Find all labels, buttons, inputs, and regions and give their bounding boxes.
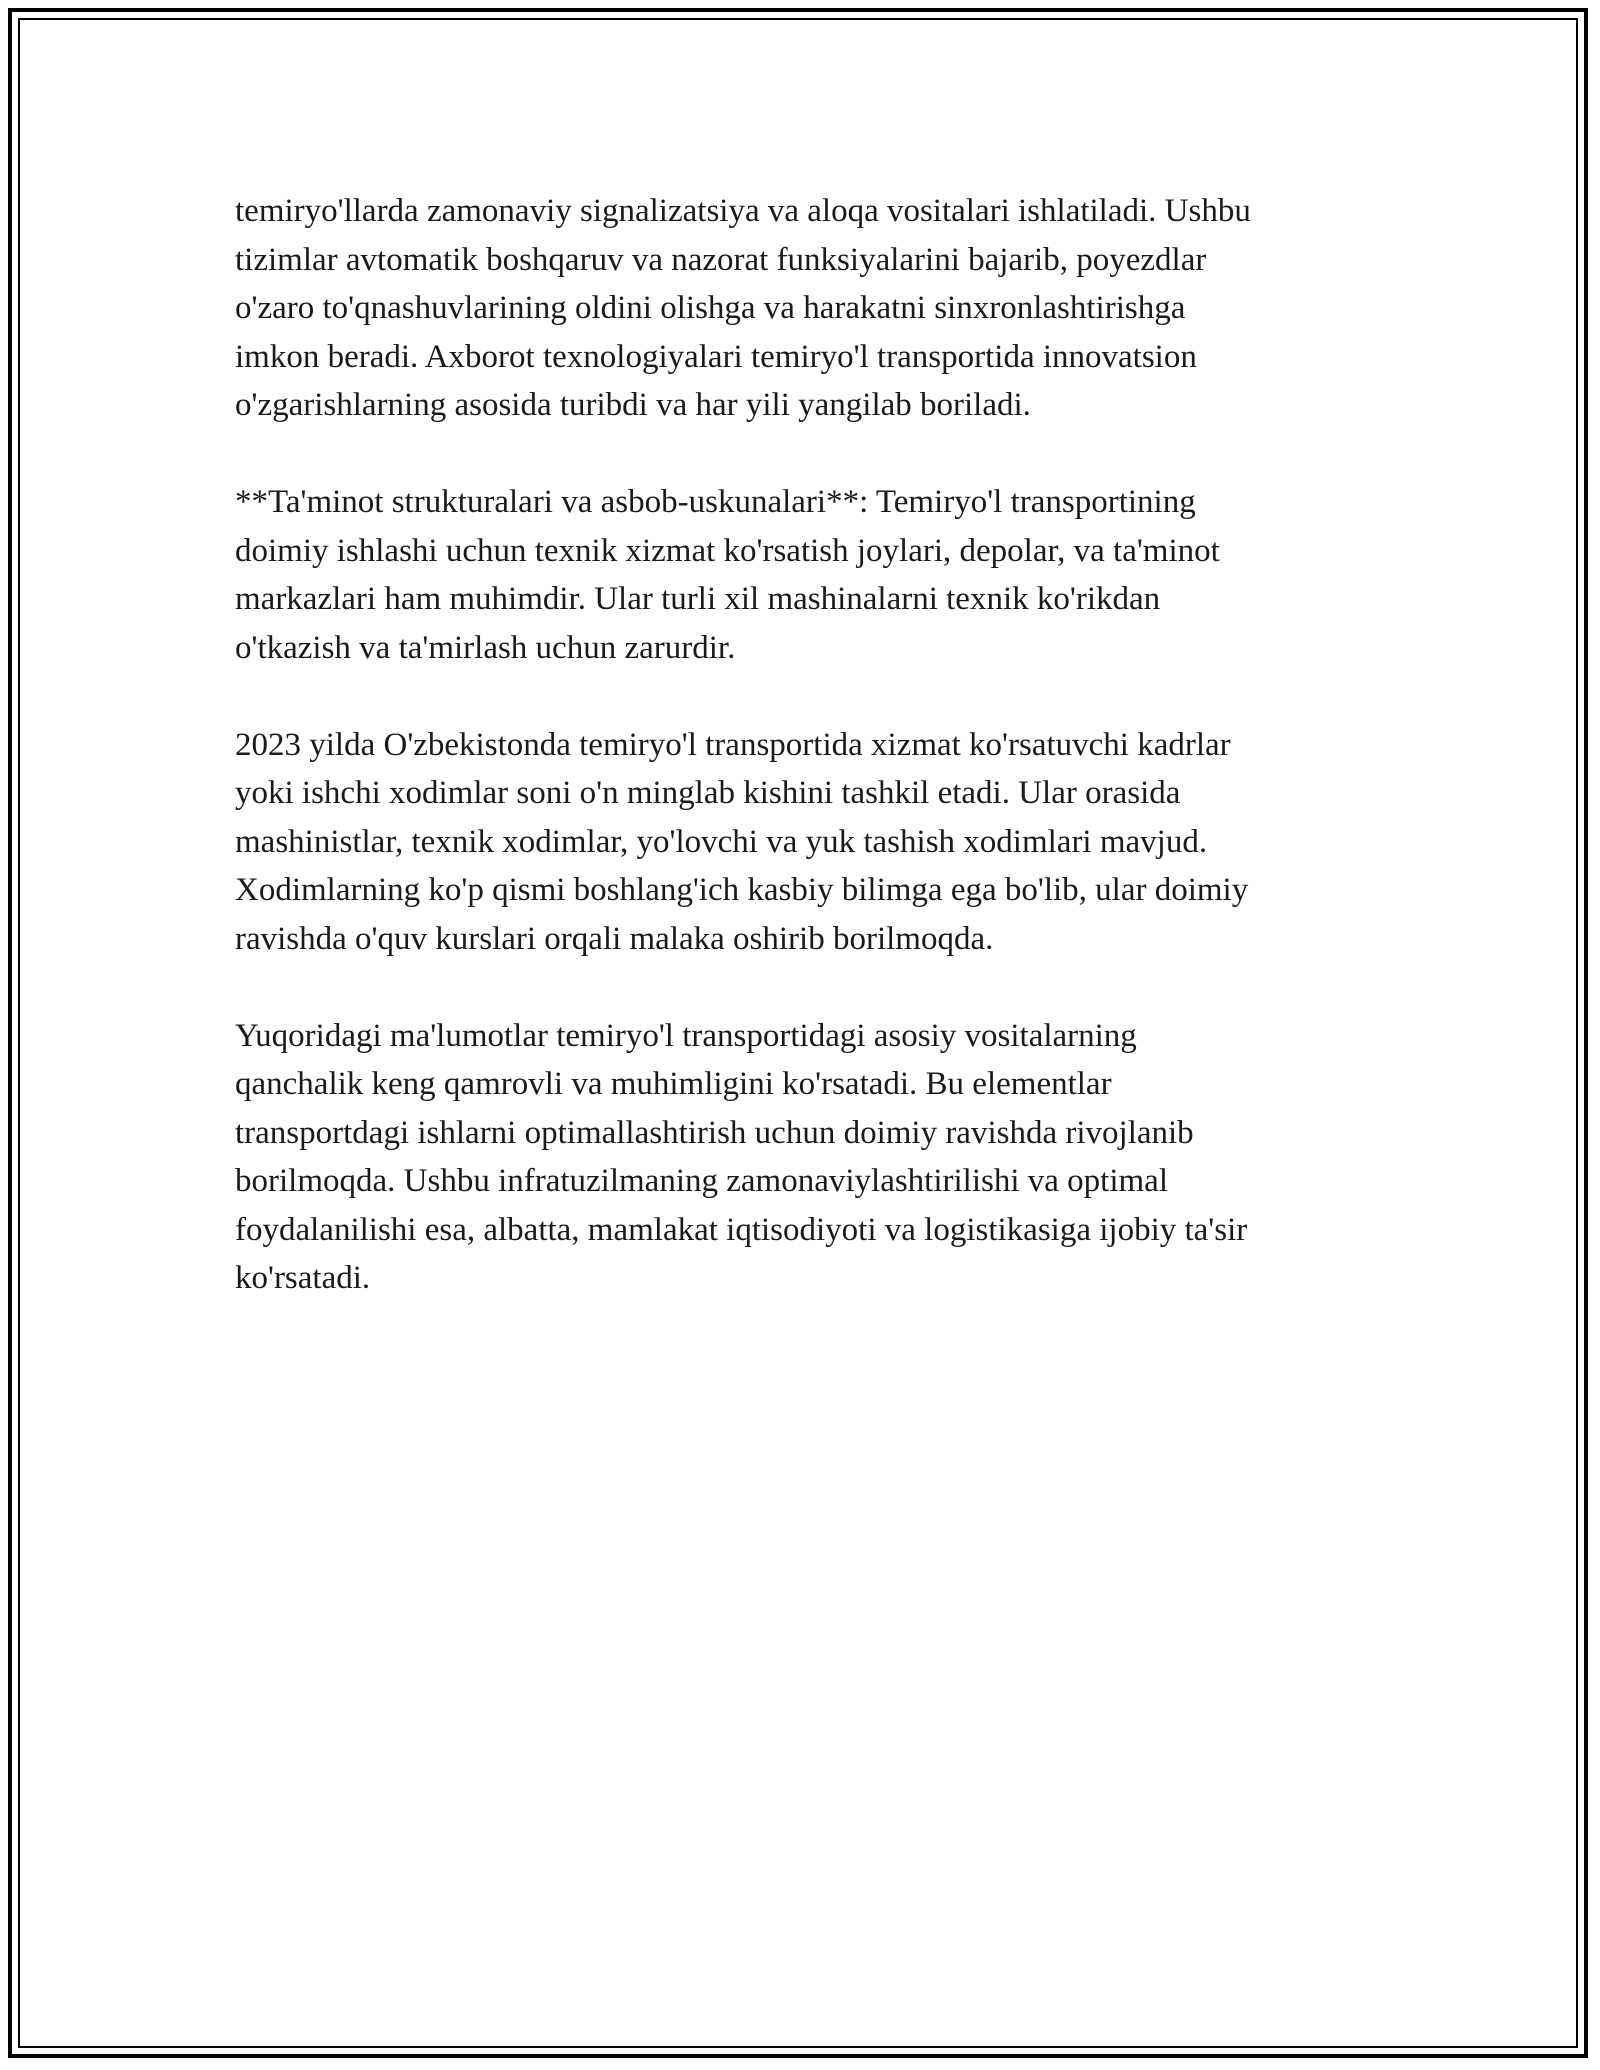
paragraph-staff-2023: 2023 yilda O'zbekistonda temiryo'l transportida xizmat ko'rsatuvchi kadrlar yoki ishchi xodimlar soni o'n minglab kishini tashkil etadi. Ular orasida mashinistlar, texnik xodimlar, yo'lovchi va yuk tashish xodimlari mavjud. Xodimlarning ko'p qismi boshlang'ich kasbiy bilimga ega bo'lib, ular doimiy ravishda o'quv kurslari orqali malaka oshirib borilmoqda. bbox=[235, 726, 1249, 957]
paragraph-signaling: temiryo'llarda zamonaviy signalizatsiya va aloqa vositalari ishlatiladi. Ushbu tizimlar avtomatik boshqaruv va nazorat funksiyalarini bajarib, poyezdlar o'zaro to'qnashuvlarining oldini olishga va harakatni sinxronlashtirishga imkon beradi. Axborot texnologiyalari temiryo'l transportida innovatsion o'zgarishlarning asosida turibdi va har yili yangilab boriladi. bbox=[235, 193, 1251, 423]
paragraph-supply-structures: **Ta'minot strukturalari va asbob-uskunalari**: Temiryo'l transportining doimiy ishlashi uchun texnik xizmat ko'rsatish joylari, depolar, va ta'minot markazlari ham muhimdir. Ular turli xil mashinalarni texnik ko'rikdan o'tkazish va ta'mirlash uchun zarurdir. bbox=[235, 484, 1220, 666]
paragraph-conclusion: Yuqoridagi ma'lumotlar temiryo'l transportidagi asosiy vositalarning qanchalik keng qamrovli va muhimligini ko'rsatadi. Bu elementlar transportdagi ishlarni optimallashtirish uchun doimiy ravishda rivojlanib borilmoqda. Ushbu infratuzilmaning zamonaviylashtirilishi va optimal foydalanilishi esa, albatta, mamlakat iqtisodiyoti va logistikasiga ijobiy ta'sir ko'rsatadi. bbox=[235, 1017, 1248, 1296]
document-body bbox=[235, 187, 1365, 1351]
